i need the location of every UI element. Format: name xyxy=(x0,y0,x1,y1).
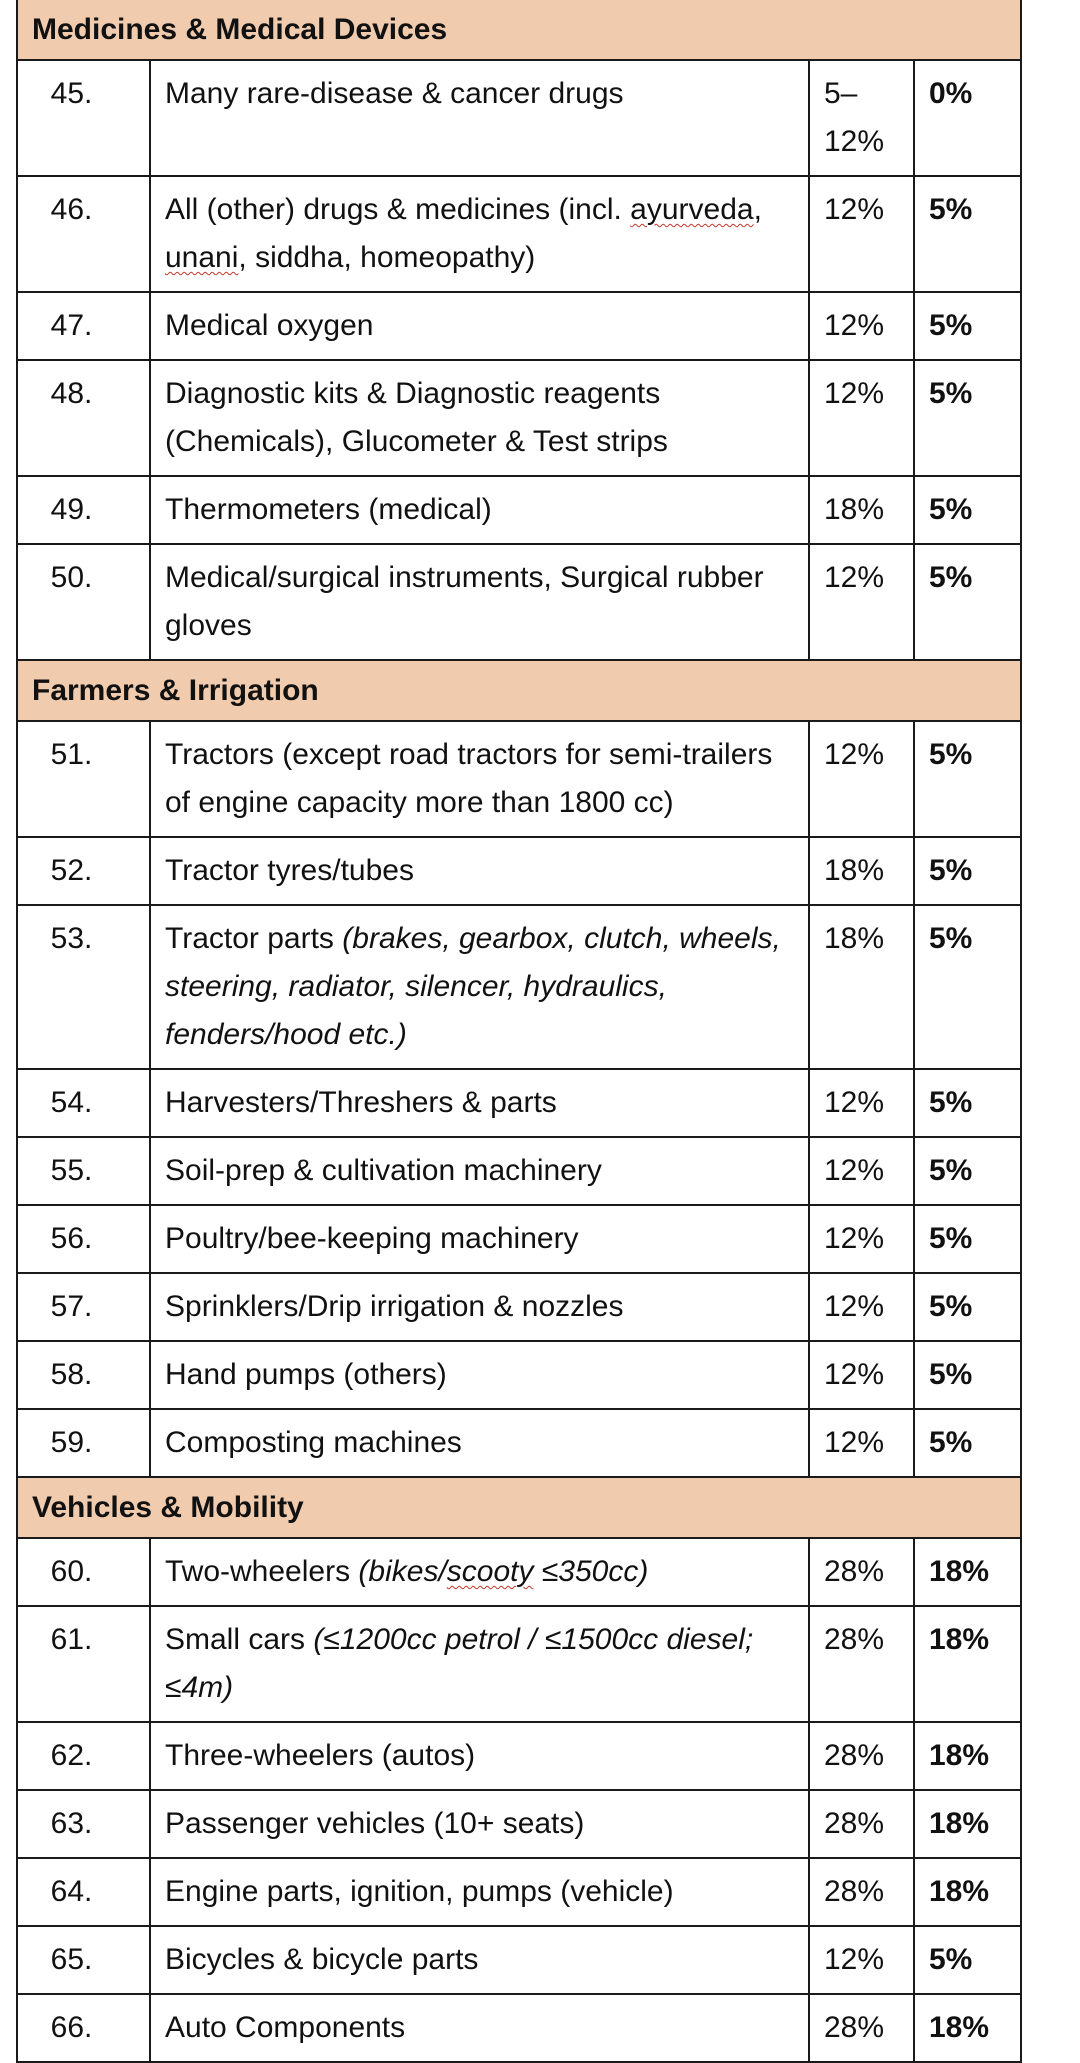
row-number: 47. xyxy=(17,292,150,360)
table-row xyxy=(17,1205,1021,1273)
old-rate: 12% xyxy=(809,292,914,360)
row-number: 53. xyxy=(17,905,150,1069)
old-rate: 12% xyxy=(809,721,914,837)
row-number: 65. xyxy=(17,1926,150,1994)
old-rate: 18% xyxy=(809,837,914,905)
new-rate: 5% xyxy=(914,837,1021,905)
item-description: Auto Components xyxy=(150,1994,809,2062)
new-rate: 18% xyxy=(914,1606,1021,1722)
new-rate: 18% xyxy=(914,1538,1021,1606)
row-number: 51. xyxy=(17,721,150,837)
table-row xyxy=(17,176,1021,292)
old-rate: 28% xyxy=(809,1858,914,1926)
old-rate: 28% xyxy=(809,1538,914,1606)
item-description: Soil-prep & cultivation machinery xyxy=(150,1137,809,1205)
table-row xyxy=(17,1790,1021,1858)
item-description: Poultry/bee-keeping machinery xyxy=(150,1205,809,1273)
row-number: 62. xyxy=(17,1722,150,1790)
new-rate: 18% xyxy=(914,1994,1021,2062)
old-rate: 12% xyxy=(809,544,914,660)
row-number: 64. xyxy=(17,1858,150,1926)
table-row xyxy=(17,905,1021,1069)
row-number: 50. xyxy=(17,544,150,660)
row-number: 48. xyxy=(17,360,150,476)
row-number: 63. xyxy=(17,1790,150,1858)
old-rate: 12% xyxy=(809,1069,914,1137)
section-title: Farmers & Irrigation xyxy=(17,660,1021,721)
row-number: 58. xyxy=(17,1341,150,1409)
row-number: 45. xyxy=(17,60,150,176)
new-rate: 18% xyxy=(914,1790,1021,1858)
section-header-vehicles xyxy=(17,1477,1021,1538)
old-rate: 18% xyxy=(809,476,914,544)
table-row xyxy=(17,1409,1021,1477)
table-row xyxy=(17,1926,1021,1994)
row-number: 60. xyxy=(17,1538,150,1606)
section-header-farmers xyxy=(17,660,1021,721)
new-rate: 5% xyxy=(914,1273,1021,1341)
table-row xyxy=(17,544,1021,660)
old-rate: 18% xyxy=(809,905,914,1069)
new-rate: 0% xyxy=(914,60,1021,176)
item-description: Passenger vehicles (10+ seats) xyxy=(150,1790,809,1858)
old-rate: 12% xyxy=(809,1409,914,1477)
item-description: Bicycles & bicycle parts xyxy=(150,1926,809,1994)
item-description: Medical/surgical instruments, Surgical rubber gloves xyxy=(150,544,809,660)
new-rate: 5% xyxy=(914,1069,1021,1137)
item-description: Tractors (except road tractors for semi-trailers of engine capacity more than 1800 cc) xyxy=(150,721,809,837)
table-row xyxy=(17,1606,1021,1722)
item-description: Two-wheelers (bikes/scooty ≤350cc) xyxy=(150,1538,809,1606)
table-row xyxy=(17,476,1021,544)
table-row xyxy=(17,837,1021,905)
new-rate: 5% xyxy=(914,476,1021,544)
new-rate: 5% xyxy=(914,1137,1021,1205)
old-rate: 12% xyxy=(809,360,914,476)
table-row xyxy=(17,1994,1021,2062)
row-number: 61. xyxy=(17,1606,150,1722)
row-number: 46. xyxy=(17,176,150,292)
old-rate: 28% xyxy=(809,1994,914,2062)
row-number: 49. xyxy=(17,476,150,544)
row-number: 54. xyxy=(17,1069,150,1137)
item-description: Sprinklers/Drip irrigation & nozzles xyxy=(150,1273,809,1341)
item-description: Thermometers (medical) xyxy=(150,476,809,544)
table-row xyxy=(17,1069,1021,1137)
section-title: Vehicles & Mobility xyxy=(17,1477,1021,1538)
item-description: Harvesters/Threshers & parts xyxy=(150,1069,809,1137)
table-row xyxy=(17,721,1021,837)
item-description: All (other) drugs & medicines (incl. ayurveda, unani, siddha, homeopathy) xyxy=(150,176,809,292)
section-title: Medicines & Medical Devices xyxy=(17,0,1021,60)
new-rate: 18% xyxy=(914,1858,1021,1926)
row-number: 66. xyxy=(17,1994,150,2062)
item-description: Tractor parts (brakes, gearbox, clutch, wheels, steering, radiator, silencer, hydraulics, fenders/hood etc.) xyxy=(150,905,809,1069)
table-row xyxy=(17,1722,1021,1790)
old-rate: 5–12% xyxy=(809,60,914,176)
old-rate: 12% xyxy=(809,1341,914,1409)
item-description: Hand pumps (others) xyxy=(150,1341,809,1409)
new-rate: 5% xyxy=(914,905,1021,1069)
table-row xyxy=(17,1858,1021,1926)
row-number: 57. xyxy=(17,1273,150,1341)
table-row xyxy=(17,360,1021,476)
old-rate: 28% xyxy=(809,1722,914,1790)
table-row xyxy=(17,1538,1021,1606)
new-rate: 5% xyxy=(914,1205,1021,1273)
section-header-medicines xyxy=(17,0,1021,60)
old-rate: 12% xyxy=(809,1205,914,1273)
row-number: 52. xyxy=(17,837,150,905)
item-description: Three-wheelers (autos) xyxy=(150,1722,809,1790)
old-rate: 28% xyxy=(809,1790,914,1858)
item-description: Small cars (≤1200cc petrol / ≤1500cc diesel; ≤4m) xyxy=(150,1606,809,1722)
item-description: Many rare-disease & cancer drugs xyxy=(150,60,809,176)
new-rate: 18% xyxy=(914,1722,1021,1790)
new-rate: 5% xyxy=(914,1409,1021,1477)
new-rate: 5% xyxy=(914,1926,1021,1994)
gst-rate-table xyxy=(16,0,1022,2063)
item-description: Engine parts, ignition, pumps (vehicle) xyxy=(150,1858,809,1926)
old-rate: 12% xyxy=(809,176,914,292)
new-rate: 5% xyxy=(914,721,1021,837)
old-rate: 12% xyxy=(809,1137,914,1205)
row-number: 59. xyxy=(17,1409,150,1477)
new-rate: 5% xyxy=(914,292,1021,360)
old-rate: 28% xyxy=(809,1606,914,1722)
item-description: Diagnostic kits & Diagnostic reagents (Chemicals), Glucometer & Test strips xyxy=(150,360,809,476)
table-row xyxy=(17,1341,1021,1409)
item-description: Composting machines xyxy=(150,1409,809,1477)
item-description: Tractor tyres/tubes xyxy=(150,837,809,905)
old-rate: 12% xyxy=(809,1273,914,1341)
new-rate: 5% xyxy=(914,1341,1021,1409)
new-rate: 5% xyxy=(914,360,1021,476)
table-row xyxy=(17,292,1021,360)
item-description: Medical oxygen xyxy=(150,292,809,360)
new-rate: 5% xyxy=(914,176,1021,292)
table-row xyxy=(17,1137,1021,1205)
row-number: 55. xyxy=(17,1137,150,1205)
row-number: 56. xyxy=(17,1205,150,1273)
table-row xyxy=(17,1273,1021,1341)
table-row xyxy=(17,60,1021,176)
new-rate: 5% xyxy=(914,544,1021,660)
old-rate: 12% xyxy=(809,1926,914,1994)
